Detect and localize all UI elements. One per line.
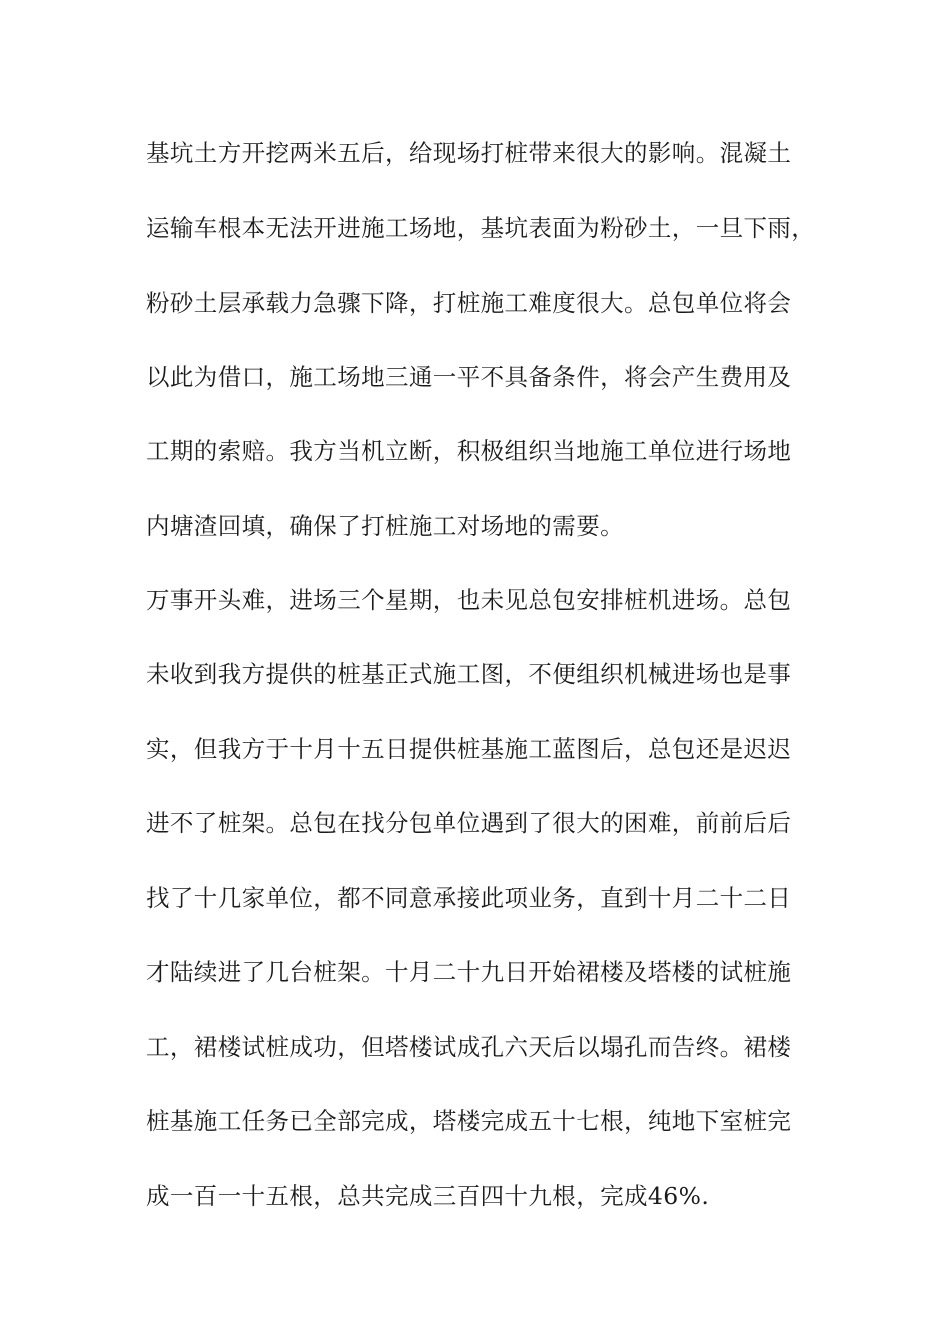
paragraph-2-line-6: 才陆续进了几台桩架。十月二十九日开始裙楼及塔楼的试桩施	[146, 958, 792, 986]
paragraph-2-line-7: 工，裙楼试桩成功，但塔楼试成孔六天后以塌孔而告终。裙楼	[146, 1033, 792, 1061]
paragraph-1-line-5: 工期的索赔。我方当机立断，积极组织当地施工单位进行场地	[146, 437, 792, 465]
paragraph-1-line-2: 运输车根本无法开进施工场地，基坑表面为粉砂土，一旦下雨，	[146, 214, 816, 242]
paragraph-2-line-1: 万事开头难，进场三个星期，也未见总包安排桩机进场。总包	[146, 586, 792, 614]
paragraph-2-line-9: 成一百一十五根，总共完成三百四十九根，完成46%.	[146, 1182, 710, 1210]
paragraph-1-line-6: 内塘渣回填，确保了打桩施工对场地的需要。	[146, 512, 624, 540]
paragraph-2-line-3: 实，但我方于十月十五日提供桩基施工蓝图后，总包还是迟迟	[146, 735, 792, 763]
paragraph-1-line-1: 基坑土方开挖两米五后，给现场打桩带来很大的影响。混凝土	[146, 139, 792, 167]
paragraph-2-line-4: 进不了桩架。总包在找分包单位遇到了很大的困难，前前后后	[146, 809, 792, 837]
paragraph-1-line-4: 以此为借口，施工场地三通一平不具备条件，将会产生费用及	[146, 363, 792, 391]
paragraph-2-line-5: 找了十几家单位，都不同意承接此项业务，直到十月二十二日	[146, 884, 792, 912]
paragraph-2-line-8: 桩基施工任务已全部完成，塔楼完成五十七根，纯地下室桩完	[146, 1107, 792, 1135]
paragraph-2-line-2: 未收到我方提供的桩基正式施工图，不便组织机械进场也是事	[146, 660, 792, 688]
paragraph-1-line-3: 粉砂土层承载力急骤下降，打桩施工难度很大。总包单位将会	[146, 289, 792, 317]
